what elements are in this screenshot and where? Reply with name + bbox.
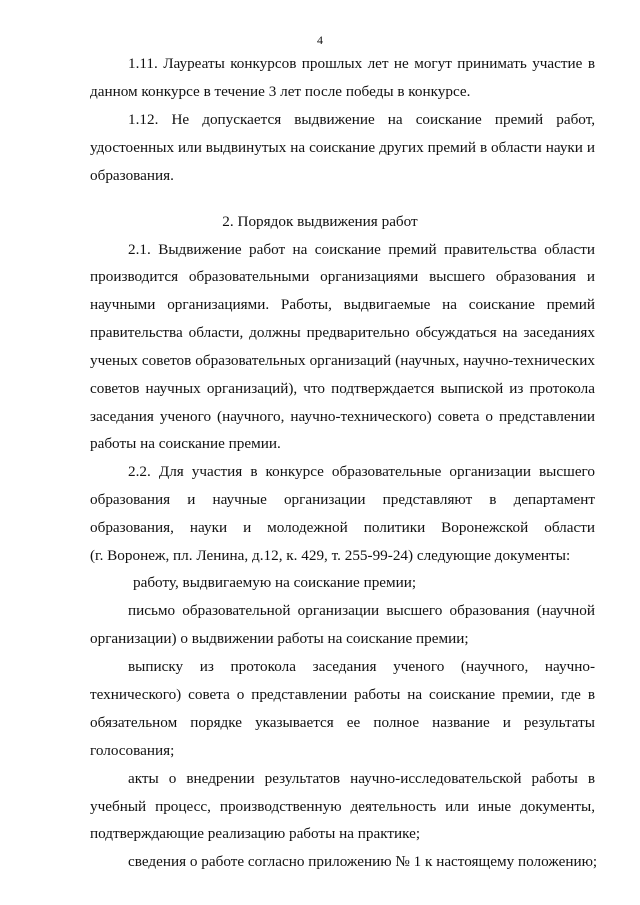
text-line: работу, выдвигаемую на соискание премии; [133, 574, 417, 591]
text-line: обязательном порядке указывается ее полное название и результаты [90, 714, 595, 731]
text-line: сведения о работе согласно приложению № 1 к настоящему положению; [128, 853, 598, 870]
page-number: 4 [317, 33, 323, 47]
text-line: выписку из протокола заседания ученого (научного, научно- [128, 658, 595, 675]
text-line: технического) совета о представлении работы на соискание премии, где в [90, 686, 595, 703]
text-line: подтверждающие реализацию работы на практике; [90, 825, 421, 842]
text-line: (г. Воронеж, пл. Ленина, д.12, к. 429, т. 255-99-24) следующие документы: [90, 547, 571, 564]
text-line: ученых советов образовательных организаций (научных, научно-технических [90, 352, 595, 369]
text-line: акты о внедрении результатов научно-исследовательской работы в [128, 770, 595, 787]
text-line: учебный процесс, производственную деятельность или иные документы, [90, 798, 595, 815]
text-line: образования. [90, 167, 174, 184]
text-line: данном конкурсе в течение 3 лет после победы в конкурсе. [90, 83, 471, 100]
text-line: голосования; [90, 742, 175, 759]
text-line: удостоенных или выдвинутых на соискание других премий в области науки и [90, 139, 595, 156]
text-line: работы на соискание премии. [90, 435, 281, 452]
text-line: правительства области, должны предварительно обсуждаться на заседаниях [90, 324, 595, 341]
text-line: научными организациями. Работы, выдвигаемые на соискание премий [90, 296, 595, 313]
text-line: 2.1. Выдвижение работ на соискание премий правительства области [128, 241, 595, 258]
text-line: заседания ученого (научного, научно-технического) совета о представлении [90, 408, 595, 425]
text-line: образования, науки и молодежной политики Воронежской области [90, 519, 595, 536]
text-line: 1.12. Не допускается выдвижение на соискание премий работ, [128, 111, 595, 128]
text-line: 1.11. Лауреаты конкурсов прошлых лет не могут принимать участие в [128, 55, 595, 72]
text-line: советов научных организаций), что подтверждается выпиской из протокола [90, 380, 595, 397]
text-line: организации) о выдвижении работы на соискание премии; [90, 630, 469, 647]
section-heading: 2. Порядок выдвижения работ [222, 213, 418, 230]
text-line: письмо образовательной организации высшего образования (научной [128, 602, 595, 619]
text-line: производится образовательными организациями высшего образования и [90, 268, 595, 285]
text-line: 2.2. Для участия в конкурсе образовательные организации высшего [128, 463, 595, 480]
text-line: образования и научные организации представляют в департамент [90, 491, 595, 508]
